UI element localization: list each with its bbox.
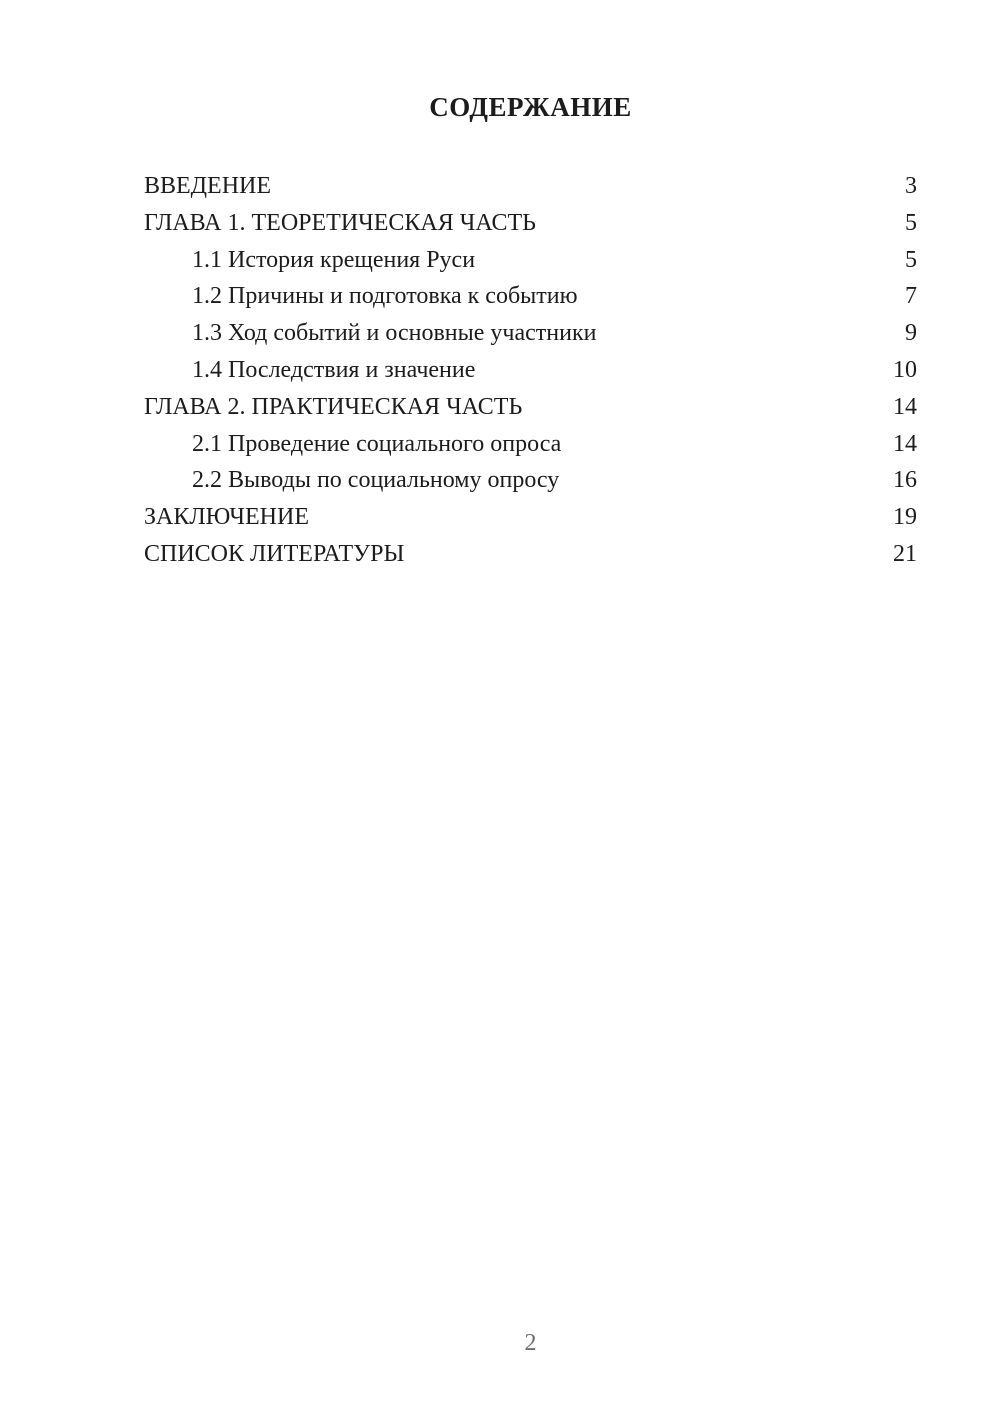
toc-entry-label: 2.2 Выводы по социальному опросу: [192, 467, 560, 494]
toc-entry-page: 5: [905, 246, 917, 273]
toc-entry-label: 1.2 Причины и подготовка к событию: [192, 283, 578, 310]
toc-row: [144, 352, 917, 389]
toc-entry-page: 10: [893, 356, 917, 383]
toc-entry-label: 1.1 История крещения Руси: [192, 246, 476, 273]
toc-entry-label: ВВЕДЕНИЕ: [144, 173, 272, 199]
toc-entry-page: 3: [905, 173, 917, 199]
toc-row: [144, 168, 917, 205]
toc-entry-page: 14: [893, 393, 917, 420]
toc-row: [144, 278, 917, 315]
toc-entry-label: СПИСОК ЛИТЕРАТУРЫ: [144, 540, 405, 567]
toc-row: [144, 462, 917, 499]
toc-entry-page: 5: [905, 209, 917, 236]
toc-entry-page: 19: [893, 504, 917, 531]
toc-row: [144, 536, 917, 573]
toc-entry-page: 9: [905, 320, 917, 347]
toc-row: [144, 499, 917, 536]
table-of-contents: [144, 168, 917, 573]
toc-row: [144, 242, 917, 279]
toc-row: [144, 205, 917, 242]
page-title: СОДЕРЖАНИЕ: [429, 92, 632, 122]
toc-row: [144, 426, 917, 463]
toc-entry-label: 1.4 Последствия и значение: [192, 356, 476, 383]
footer-page-number: 2: [524, 1330, 537, 1356]
toc-row: [144, 389, 917, 426]
toc-entry-page: 7: [905, 283, 917, 310]
toc-entry-page: 21: [893, 540, 917, 567]
toc-entry-page: 14: [893, 430, 917, 457]
toc-entry-label: ГЛАВА 1. ТЕОРЕТИЧЕСКАЯ ЧАСТЬ: [144, 209, 536, 236]
toc-row: [144, 315, 917, 352]
toc-entry-page: 16: [893, 467, 917, 494]
toc-entry-label: 2.1 Проведение социального опроса: [192, 430, 562, 457]
toc-entry-label: ЗАКЛЮЧЕНИЕ: [144, 504, 309, 531]
toc-entry-label: 1.3 Ход событий и основные участники: [192, 320, 597, 347]
toc-entry-label: ГЛАВА 2. ПРАКТИЧЕСКАЯ ЧАСТЬ: [144, 393, 523, 420]
